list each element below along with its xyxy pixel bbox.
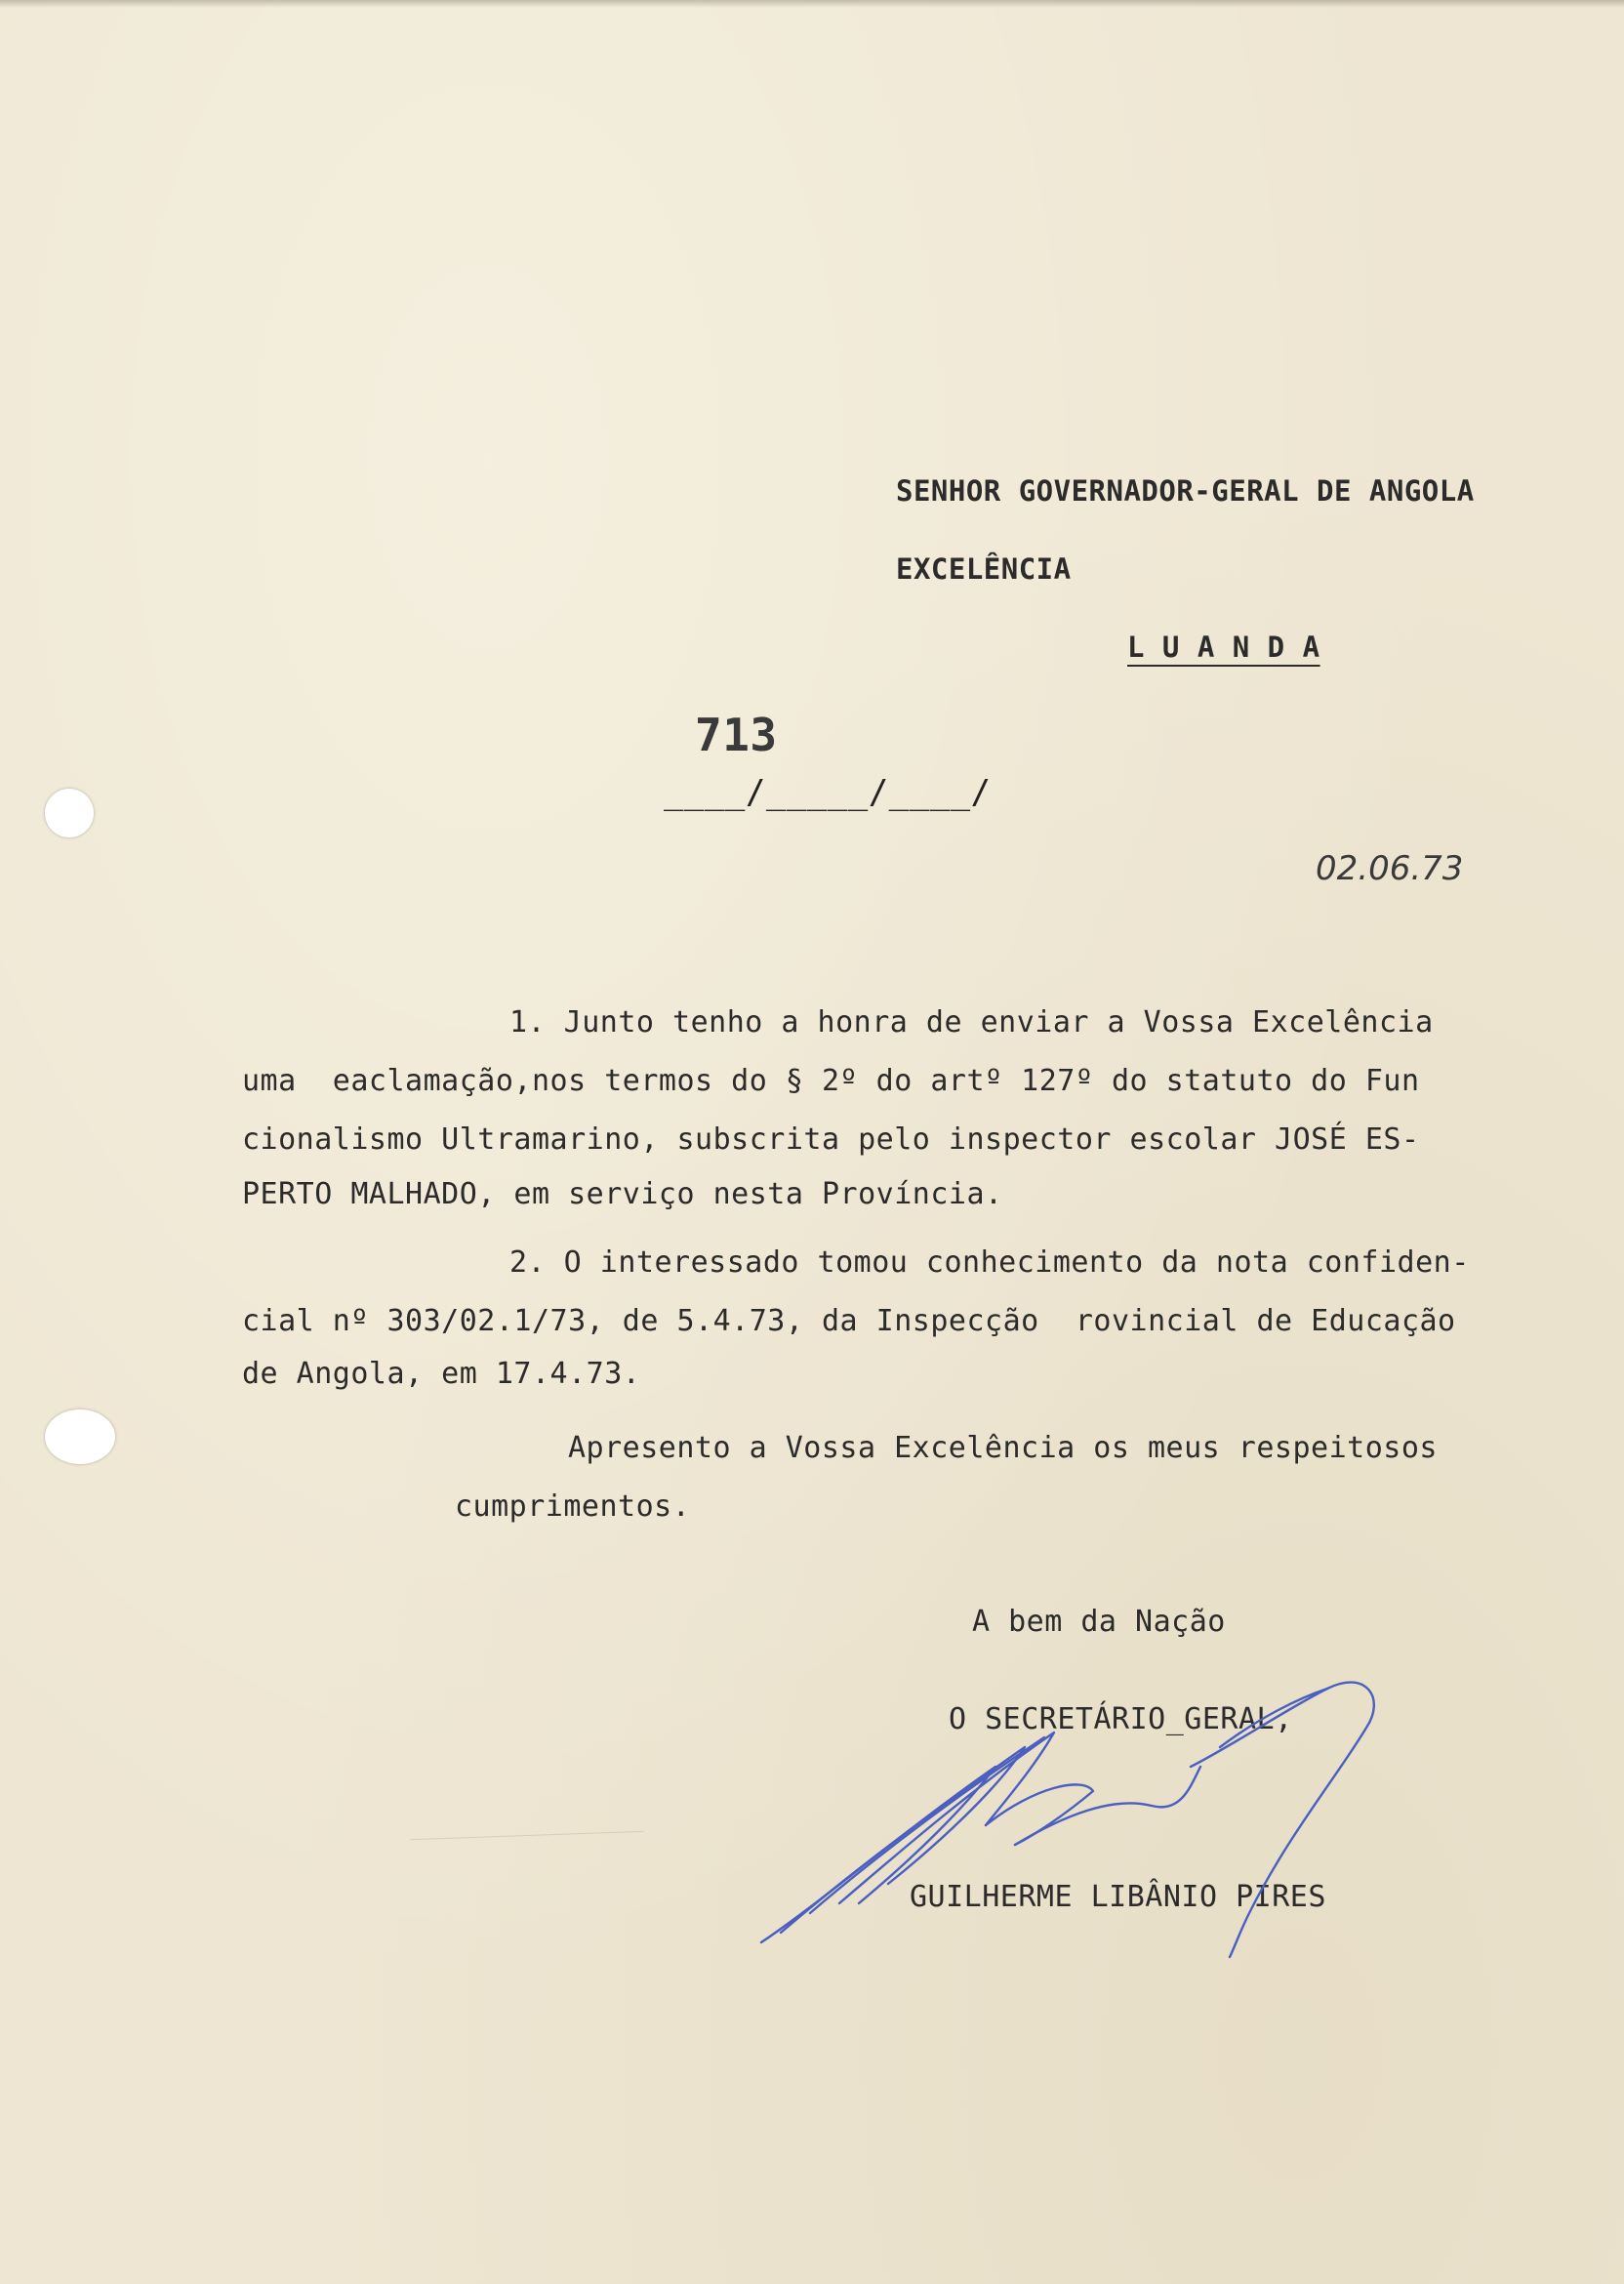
page-edge-shadow <box>0 0 1624 8</box>
reference-slots: ____/_____/____/ <box>664 773 992 812</box>
paragraph-1-line-2: uma eaclamação,nos termos do § 2º do artº 127º do statuto do Fun <box>242 1064 1420 1098</box>
addressee-line-1: SENHOR GOVERNADOR-GERAL DE ANGOLA <box>896 474 1475 508</box>
addressee-city: L U A N D A <box>1127 631 1320 664</box>
punch-hole-top <box>45 789 94 837</box>
signatory-name: GUILHERME LIBÂNIO PIRES <box>910 1880 1326 1914</box>
handwritten-signature <box>742 1620 1425 1972</box>
handwritten-date: 02.06.73 <box>1316 849 1464 888</box>
reference-number: 713 <box>695 709 778 761</box>
closing-salutation: A bem da Nação <box>972 1605 1226 1639</box>
paragraph-3-line-2: cumprimentos. <box>455 1489 691 1524</box>
paragraph-1-line-1: 1. Junto tenho a honra de enviar a Vossa Excelência <box>509 1005 1434 1040</box>
paragraph-2-line-1: 2. O interessado tomou conhecimento da nota confiden- <box>509 1245 1470 1280</box>
paragraph-1-line-4: PERTO MALHADO, em serviço nesta Província. <box>242 1177 1003 1211</box>
paragraph-3-line-1: Apresento a Vossa Excelência os meus respeitosos <box>568 1431 1438 1465</box>
paragraph-2-line-2: cial nº 303/02.1/73, de 5.4.73, da Inspecção rovincial de Educação <box>242 1304 1456 1338</box>
paragraph-2-line-3: de Angola, em 17.4.73. <box>242 1357 641 1391</box>
addressee-line-2: EXCELÊNCIA <box>896 552 1072 586</box>
punch-hole-bottom <box>45 1409 115 1464</box>
paragraph-1-line-3: cionalismo Ultramarino, subscrita pelo inspector escolar JOSÉ ES- <box>242 1122 1420 1157</box>
paper-fold-mark <box>410 1831 644 1840</box>
signatory-title: O SECRETÁRIO_GERAL, <box>949 1702 1293 1736</box>
